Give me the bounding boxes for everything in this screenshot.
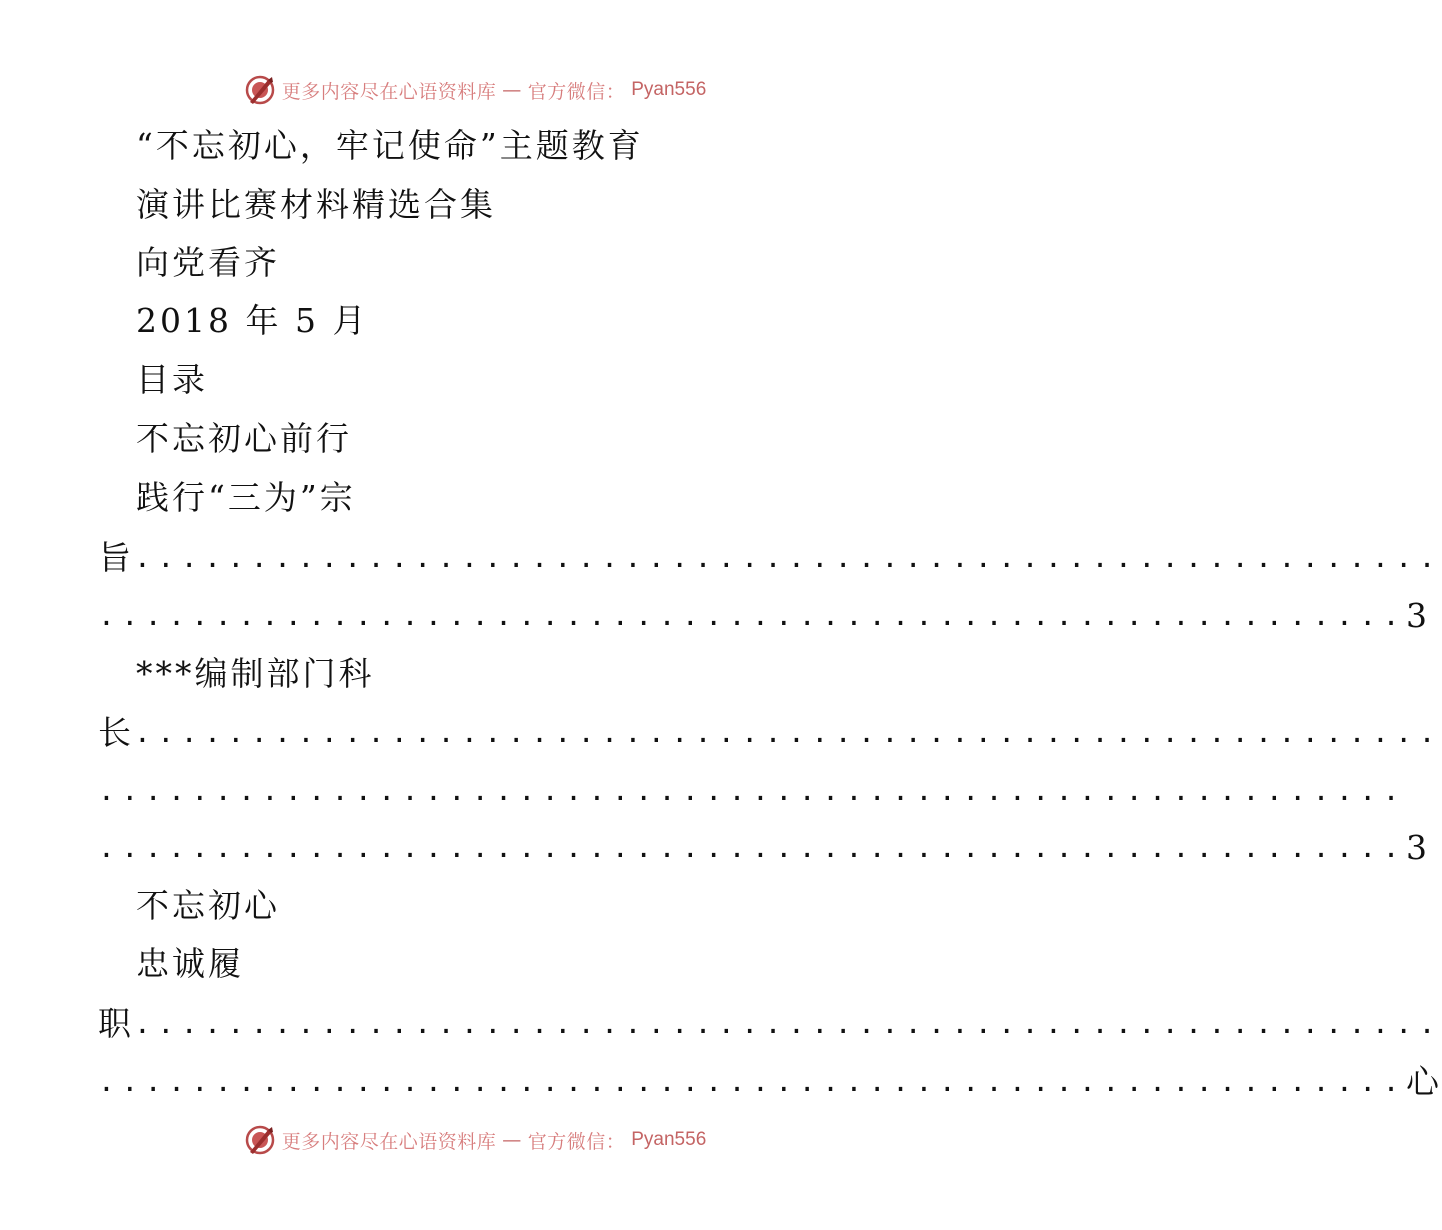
toc-entry-3-tail-char: 心: [1406, 1062, 1440, 1101]
watermark-footer: [0, 1120, 950, 1160]
watermark-account: Pyan556: [631, 1129, 707, 1150]
quill-logo-icon: [244, 1124, 276, 1156]
dot-leader: ........................................................: [98, 1065, 1407, 1098]
watermark-text: 更多内容尽在心语资料库: [281, 1130, 497, 1153]
watermark-label: 官方微信：: [527, 80, 626, 103]
toc-entry-1-leader[interactable]: [98, 538, 1442, 578]
dot-leader: ........................................................: [134, 716, 1442, 749]
title-line-1: “不忘初心，牢记使命”主题教育: [136, 126, 644, 165]
toc-entry-2-page-leader[interactable]: [98, 828, 1428, 868]
watermark-label: 官方微信：: [527, 1130, 626, 1153]
toc-entry-1-page: 3: [1406, 596, 1428, 635]
toc-entry-2-page: 3: [1406, 828, 1428, 867]
dot-leader: ........................................................: [134, 541, 1442, 574]
toc-entry-1-intro[interactable]: 不忘初心前行: [136, 419, 352, 458]
watermark-text: 更多内容尽在心语资料库: [281, 80, 497, 103]
toc-entry-2-author[interactable]: ***编制部门科: [136, 654, 375, 693]
toc-entry-1-page-leader[interactable]: [98, 596, 1428, 636]
title-line-3: 向党看齐: [136, 243, 280, 282]
toc-entry-1-lead-char: 旨: [98, 538, 134, 577]
toc-entry-3-intro[interactable]: 不忘初心: [136, 886, 280, 925]
toc-entry-1-title[interactable]: 践行“三为”宗: [136, 478, 356, 517]
toc-entry-2-lead-char: 长: [98, 713, 134, 752]
toc-entry-2-leader[interactable]: [98, 713, 1442, 753]
document-date: 2018 年 5 月: [136, 301, 369, 340]
dot-leader: ........................................................: [134, 1007, 1442, 1040]
watermark-dash: —: [502, 1129, 522, 1151]
toc-entry-3-leader-cont[interactable]: [98, 1062, 1440, 1102]
toc-entry-3-title[interactable]: 忠诚履: [136, 944, 244, 983]
watermark-account: Pyan556: [631, 79, 707, 100]
toc-heading: 目录: [136, 360, 208, 399]
dot-leader: ........................................................: [98, 599, 1407, 632]
toc-entry-2-leader-cont[interactable]: [98, 771, 1407, 811]
toc-entry-3-lead-char: 职: [98, 1004, 134, 1043]
dot-leader: ........................................................: [98, 831, 1407, 864]
title-line-2: 演讲比赛材料精选合集: [136, 185, 496, 224]
watermark-dash: —: [502, 79, 522, 101]
dot-leader: ........................................................: [98, 774, 1407, 807]
toc-entry-3-leader[interactable]: [98, 1004, 1442, 1044]
